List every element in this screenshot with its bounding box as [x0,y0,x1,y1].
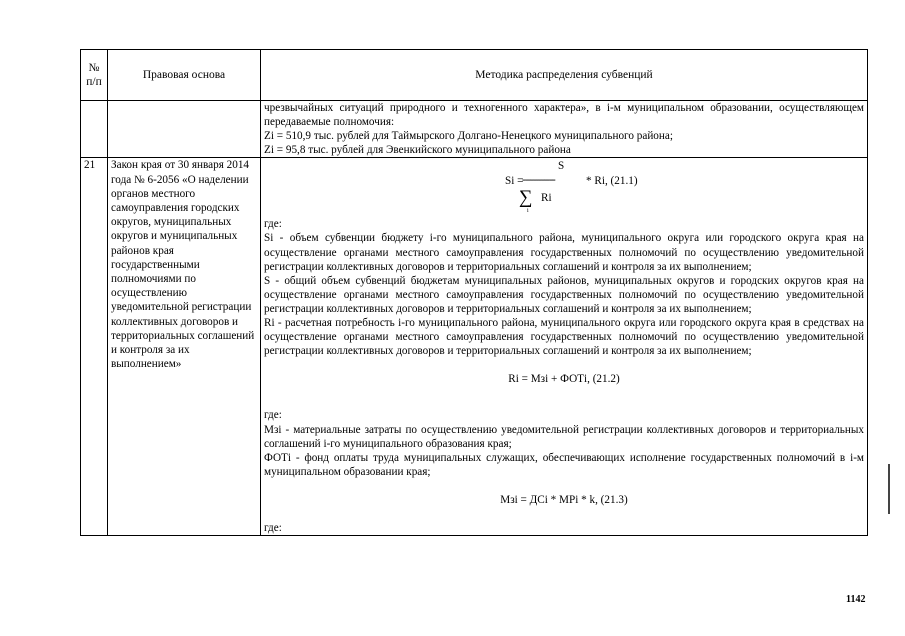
header-method: Методика распределения субвенций [261,50,868,101]
cell-legal-empty [108,101,261,158]
where-label-3: где: [264,521,282,534]
definition-ri: Ri - расчетная потребность i-го муниципального района, муниципального округа или городского округа края в средствах на осуществление органами местного самоуправления государственных полномочий по осуществлению уведомительной регистрации коллективных договоров и территориальных соглашений и контроля за их выполнением; [264,317,864,358]
fraction-bar: ------------ [522,174,555,187]
formula-rhs: * Ri, (21.1) [586,175,638,188]
continuation-text: чрезвычайных ситуаций природного и техногенного характера», в i-м муниципальном образовании, осуществляющем передаваемые полномочия: [264,102,864,129]
z-taimyr: Zi = 510,9 тыс. рублей для Таймырского Долгано-Ненецкого муниципального района; [264,130,673,143]
table-row-21 [81,158,868,536]
scan-artifact [888,464,890,514]
cell-method-21 [261,158,868,536]
table-header-row [81,50,868,101]
formula-21-3: Мзi = ДСi * МРi * k, (21.3) [500,493,628,506]
formula-21-2: Ri = Мзi + ФОТi, (21.2) [508,373,620,386]
header-number [81,50,108,101]
definition-mzi: Мзi - материальные затраты по осуществлению уведомительной регистрации коллективных договоров и территориальных соглашений i-го муниципального образования края; [264,423,864,450]
cell-number-empty [81,101,108,158]
where-label-1: где: [264,218,282,231]
legal-basis-text: Закон края от 30 января 2014 года № 6-2056 «О наделении органов местного самоуправления городских округов, муниципальных округов и муниципальных районов края государственными полномочиями по осуществлению уведомительной регистрации коллективных договоров и территориальных соглашений и контроля за их выполнением» [108,158,261,536]
subvention-table [80,49,868,536]
page-number: 1142 [846,594,866,605]
formula-lhs: Si = [505,175,524,188]
formula-21-1 [264,158,864,217]
formula-numerator: S [558,160,565,173]
cell-method-continuation [261,101,868,158]
sum-symbol: ∑ [519,187,533,209]
definition-foti: ФОТi - фонд оплаты труда муниципальных служащих, обеспечивающих исполнение государственных полномочий в i-м муниципальном образовании края; [264,451,864,478]
formula-denominator: Ri [541,192,552,205]
z-evenki: Zi = 95,8 тыс. рублей для Эвенкийского муниципального района [264,144,571,157]
row-number: 21 [81,158,108,536]
table-row-continuation [81,101,868,158]
definition-si: Si - объем субвенции бюджету i-го муниципального района, муниципального округа или городского округа края на осуществление органами местного самоуправления государственных полномочий по осуществлению уведомительной регистрации коллективных договоров и территориальных соглашений и контроля за их выполнением; [264,232,864,273]
header-legal-basis: Правовая основа [108,50,261,101]
where-label-2: где: [264,409,282,422]
header-number-text: № п/п [86,62,102,88]
definition-s: S - общий объем субвенций бюджетам муниципальных районов, муниципальных округов и городских округов края на осуществление органами местного самоуправления государственных полномочий по осуществлению уведомительной регистрации коллективных договоров и территориальных соглашений и контроля за их выполнением; [264,274,864,315]
sum-index: i [527,208,529,215]
